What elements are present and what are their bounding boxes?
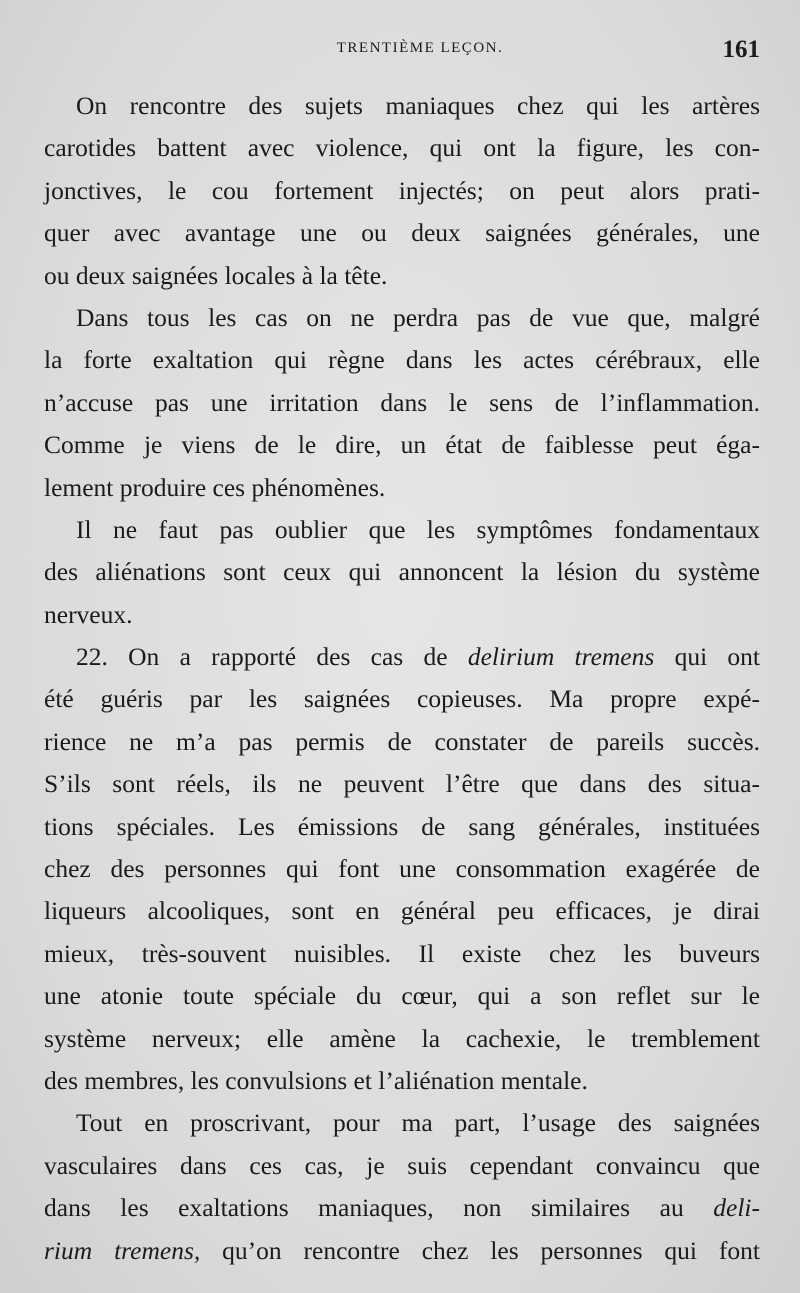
text-line: carotides battent avec violence, qui ont la figure, les con- bbox=[44, 133, 760, 163]
text-segment: qui ont bbox=[654, 642, 761, 672]
text-line: la forte exaltation qui règne dans les actes cérébraux, elle bbox=[44, 345, 760, 375]
paragraph-1 bbox=[44, 85, 760, 297]
text-line: nerveux. bbox=[44, 599, 133, 629]
text-line: tions spéciales. Les émissions de sang générales, instituées bbox=[44, 811, 760, 841]
paragraph-section-22 bbox=[44, 636, 760, 1102]
text-line: une atonie toute spéciale du cœur, qui a son reflet sur le bbox=[44, 981, 760, 1011]
text-line: S’ils sont réels, ils ne peuvent l’être que dans des situa- bbox=[44, 769, 760, 799]
text-line: chez des personnes qui font une consommation exagérée de bbox=[44, 854, 760, 884]
text-segment: dans les exaltations maniaques, non similaires au bbox=[44, 1193, 714, 1223]
text-line: système nerveux; elle amène la cachexie, le tremblement bbox=[44, 1023, 760, 1053]
running-header bbox=[44, 36, 760, 66]
text-line: Comme je viens de le dire, un état de faiblesse peut éga- bbox=[44, 430, 760, 460]
text-line: n’accuse pas une irritation dans le sens de l’inflammation. bbox=[44, 387, 760, 417]
text-line bbox=[44, 636, 760, 678]
text-line bbox=[44, 1187, 760, 1229]
text-line: ou deux saignées locales à la tête. bbox=[44, 260, 388, 290]
text-line: été guéris par les saignées copieuses. Ma propre expé- bbox=[44, 684, 760, 714]
paragraph-5 bbox=[44, 1102, 760, 1272]
italic-term: delirium tremens bbox=[467, 642, 655, 672]
page-number: 161 bbox=[722, 36, 760, 63]
text-line: lement produire ces phénomènes. bbox=[44, 472, 386, 502]
text-line: jonctives, le cou fortement injectés; on peut alors prati- bbox=[44, 175, 760, 205]
paragraph-2 bbox=[44, 297, 760, 509]
text-line: vasculaires dans ces cas, je suis cependant convaincu que bbox=[44, 1150, 760, 1180]
text-line: Dans tous les cas on ne perdra pas de vue que, malgré bbox=[76, 302, 760, 332]
text-line: liqueurs alcooliques, sont en général peu efficaces, je dirai bbox=[44, 896, 760, 926]
paragraph-3 bbox=[44, 509, 760, 636]
body-text bbox=[44, 85, 760, 1272]
italic-term: deli- bbox=[713, 1193, 760, 1223]
text-line: quer avec avantage une ou deux saignées générales, une bbox=[44, 218, 760, 248]
text-segment: 22. On a rapporté des cas de bbox=[76, 642, 468, 672]
italic-term: rium tremens, bbox=[44, 1235, 201, 1265]
text-line: rience ne m’a pas permis de constater de pareils succès. bbox=[44, 726, 760, 756]
text-line: des aliénations sont ceux qui annoncent la lésion du système bbox=[44, 557, 760, 587]
text-line: Tout en proscrivant, pour ma part, l’usage des saignées bbox=[76, 1108, 760, 1138]
text-line bbox=[44, 1230, 760, 1272]
text-line: Il ne faut pas oublier que les symptômes fondamentaux bbox=[76, 514, 760, 544]
running-title: TRENTIÈME LEÇON. bbox=[336, 40, 504, 56]
text-line: des membres, les convulsions et l’aliénation mentale. bbox=[44, 1065, 588, 1095]
text-line: On rencontre des sujets maniaques chez qui les artères bbox=[76, 91, 760, 120]
text-segment: qu’on rencontre chez les personnes qui font bbox=[200, 1235, 760, 1265]
text-line: mieux, très-souvent nuisibles. Il existe chez les buveurs bbox=[44, 938, 760, 968]
